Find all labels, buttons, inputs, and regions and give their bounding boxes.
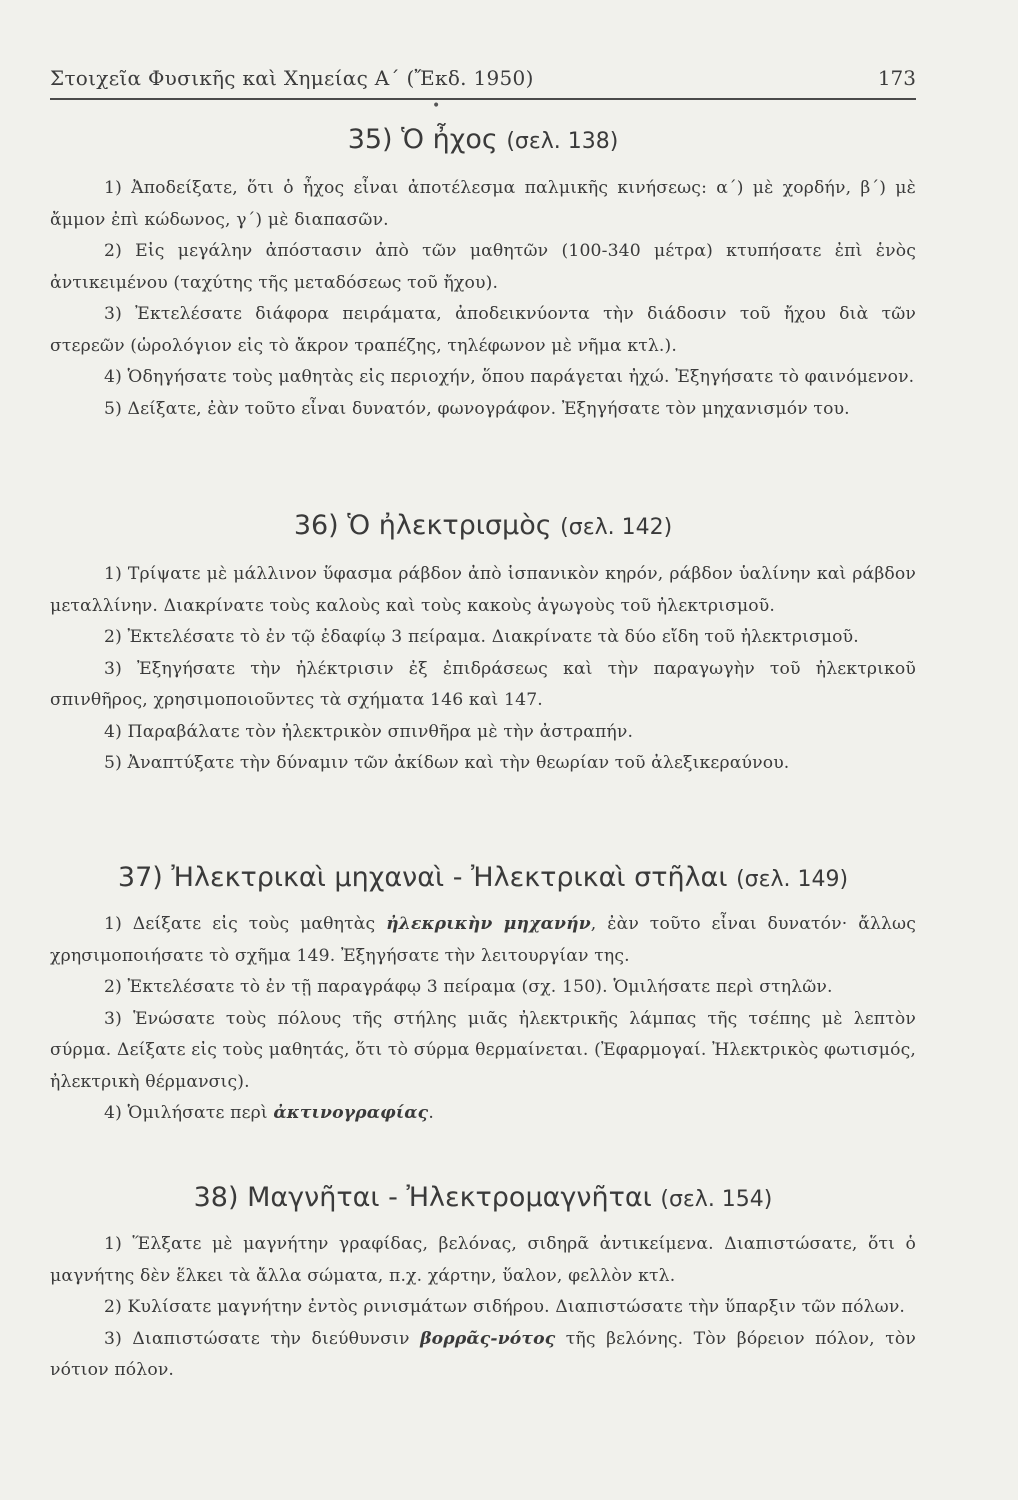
page-number: 173 (877, 66, 916, 90)
section-heading (50, 510, 916, 541)
section-37-electric-machines (50, 862, 916, 1130)
page-reference: (σελ. 154) (660, 1187, 773, 1212)
paragraph-text: . (428, 1103, 434, 1123)
exercise-paragraph: 5) Δείξατε, ἐὰν τοῦτο εἶναι δυνατόν, φωνογράφον. Ἐξηγήσατε τὸν μηχανισμόν του. (104, 398, 850, 419)
section-title: 38) Μαγνῆται - Ἠλεκτρομαγνῆται (193, 1182, 652, 1213)
emphasized-term: ἀκτινογραφίας (273, 1103, 429, 1123)
section-heading (50, 124, 916, 155)
paragraph-text: τῆς βελόνης. Τὸν βόρειον πόλον, τὸν νότιον πόλον. (50, 1328, 916, 1380)
exercise-paragraph: 1) Ἕλξατε μὲ μαγνήτην γραφίδας, βελόνας, σιδηρᾶ ἀντικείμενα. Διαπιστώσατε, ὅτι ὁ μαγνήτης δὲν ἕλκει τὰ ἄλλα σώματα, π.χ. χάρτην, ὕαλον, φελλὸν κτλ. (50, 1234, 916, 1286)
exercise-paragraph: 3) Ἐκτελέσατε διάφορα πειράματα, ἀποδεικνύοντα τὴν διάδοσιν τοῦ ἤχου διὰ τῶν στερεῶν (ὡρολόγιον εἰς τὸ ἄκρον τραπέζης, τηλέφωνον μὲ νῆμα κτλ.). (50, 304, 916, 356)
section-title: 37) Ἠλεκτρικαὶ μηχαναὶ - Ἠλεκτρικαὶ στῆλαι (117, 862, 728, 893)
section-title: 36) Ὁ ἠλεκτρισμὸς (293, 510, 552, 541)
section-title: 35) Ὁ ἦχος (347, 124, 498, 155)
page-reference: (σελ. 138) (506, 129, 619, 154)
ink-dot: • (432, 98, 441, 114)
exercise-paragraph: 4) Ὁδηγήσατε τοὺς μαθητὰς εἰς περιοχήν, ὅπου παράγεται ἠχώ. Ἐξηγήσατε τὸ φαινόμενον. (104, 367, 915, 387)
emphasized-term: ἠλεκρικὴν μηχανήν (386, 914, 591, 934)
page-reference: (σελ. 149) (736, 867, 849, 892)
paragraph-text: 4) Ὁμιλήσατε περὶ (104, 1103, 274, 1123)
section-heading (50, 1182, 916, 1213)
exercise-paragraph: 2) Κυλίσατε μαγνήτην ἐντὸς ρινισμάτων σιδήρου. Διαπιστώσατε τὴν ὕπαρξιν τῶν πόλων. (104, 1297, 906, 1317)
section-heading (50, 862, 916, 893)
exercise-paragraph: 2) Ἐκτελέσατε τὸ ἐν τῇ παραγράφῳ 3 πείραμα (σχ. 150). Ὁμιλήσατε περὶ στηλῶν. (104, 977, 833, 997)
exercise-paragraph (50, 909, 916, 972)
exercise-paragraph: 5) Ἀναπτύξατε τὴν δύναμιν τῶν ἀκίδων καὶ τὴν θεωρίαν τοῦ ἀλεξικεραύνου. (104, 753, 790, 773)
exercise-paragraph (50, 1324, 916, 1387)
paragraph-text: , ἐὰν τοῦτο εἶναι δυνατόν· ἄλλως χρησιμοποιήσατε τὸ σχῆμα 149. Ἐξηγήσατε τὴν λειτουργίαν της. (50, 914, 916, 966)
page-reference: (σελ. 142) (560, 515, 673, 540)
exercise-paragraph: 3) Ἐξηγήσατε τὴν ἠλέκτρισιν ἐξ ἐπιδράσεως καὶ τὴν παραγωγὴν τοῦ ἠλεκτρικοῦ σπινθῆρος, χρησιμοποιοῦντες τὰ σχήματα 146 καὶ 147. (50, 658, 916, 710)
exercise-paragraph: 2) Ἐκτελέσατε τὸ ἐν τῷ ἐδαφίῳ 3 πείραμα. Διακρίνατε τὰ δύο εἴδη τοῦ ἠλεκτρισμοῦ. (104, 627, 859, 647)
exercise-paragraph: 1) Ἀποδείξατε, ὅτι ὁ ἦχος εἶναι ἀποτέλεσμα παλμικῆς κινήσεως: α΄) μὲ χορδήν, β΄) μὲ ἄμμον ἐπὶ κώδωνος, γ΄) μὲ διαπασῶν. (50, 178, 916, 230)
running-title: Στοιχεῖα Φυσικῆς καὶ Χημείας Α΄ (Ἔκδ. 1950) (50, 66, 534, 90)
section-36-electricity (50, 510, 916, 780)
emphasized-term: βορρᾶς-νότος (420, 1328, 556, 1349)
section-38-magnets (50, 1182, 916, 1387)
exercise-paragraph: 2) Εἰς μεγάλην ἀπόστασιν ἀπὸ τῶν μαθητῶν (100-340 μέτρα) κτυπήσατε ἐπὶ ἑνὸς ἀντικειμένου (ταχύτης τῆς μεταδόσεως τοῦ ἤχου). (50, 241, 916, 293)
exercise-paragraph: 3) Ἑνώσατε τοὺς πόλους τῆς στήλης μιᾶς ἠλεκτρικῆς λάμπας τῆς τσέπης μὲ λεπτὸν σύρμα. Δείξατε εἰς τοὺς μαθητάς, ὅτι τὸ σύρμα θερμαίνεται. (Ἐφαρμογαί. Ἠλεκτρικὸς φωτισμός, ἠλεκτρικὴ θέρμανσις). (50, 1008, 916, 1092)
paragraph-text: 1) Δείξατε εἰς τοὺς μαθητὰς (104, 914, 387, 934)
exercise-paragraph: 4) Παραβάλατε τὸν ἠλεκτρικὸν σπινθῆρα μὲ τὴν ἀστραπήν. (104, 721, 634, 742)
running-header (50, 64, 916, 114)
exercise-paragraph (50, 1098, 916, 1130)
paragraph-text: 3) Διαπιστώσατε τὴν διεύθυνσιν (104, 1328, 421, 1349)
section-35-sound (50, 124, 916, 425)
exercise-paragraph: 1) Τρίψατε μὲ μάλλινον ὕφασμα ράβδον ἀπὸ ἱσπανικὸν κηρόν, ράβδον ὑαλίνην καὶ ράβδον μεταλλίνην. Διακρίνατε τοὺς καλοὺς καὶ τοὺς κακοὺς ἀγωγοὺς τοῦ ἠλεκτρισμοῦ. (50, 564, 916, 616)
